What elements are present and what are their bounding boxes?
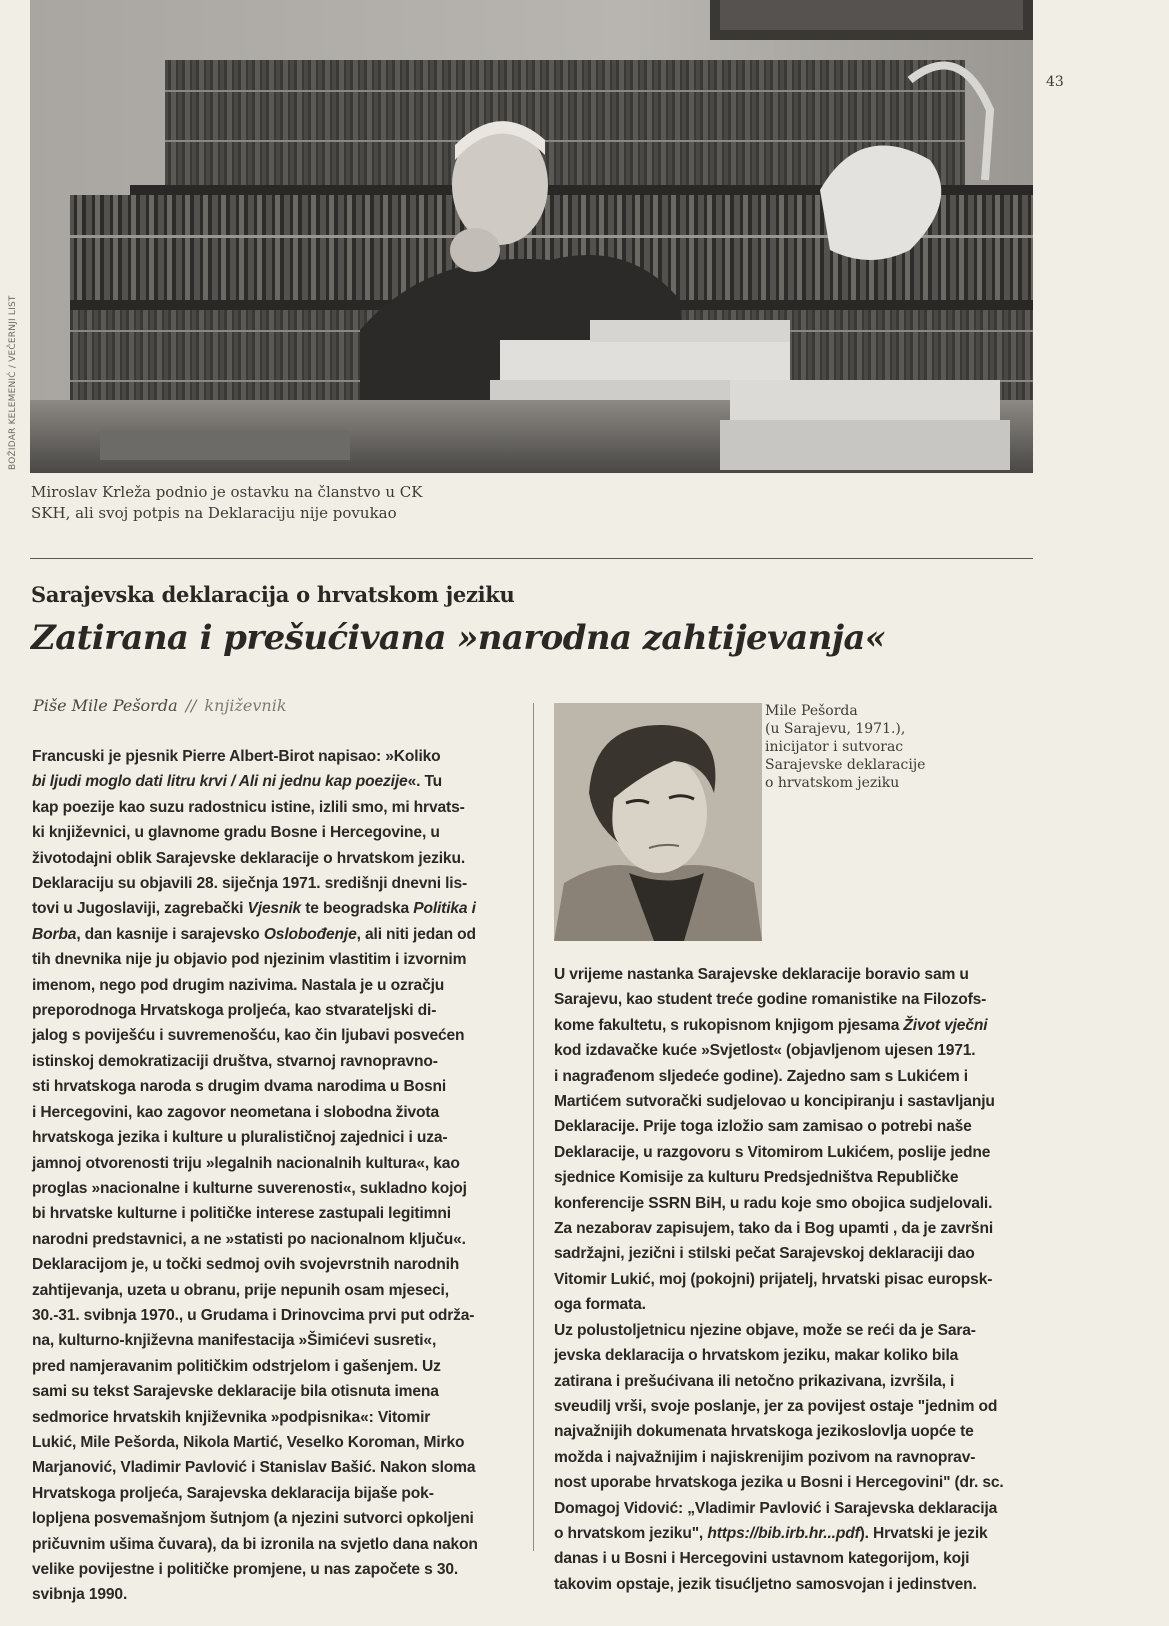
text-run: pred namjeravanim političkim odstrjelom i gašenjem. Uz [32, 1357, 441, 1375]
text-run: velike povijestne i političke promjene, u nas započete s 30. [32, 1561, 459, 1578]
text-run: Domagoj Vidović: „Vladimir Pavlović i Sarajevska deklaracija [554, 1499, 998, 1517]
body-text-line [32, 1379, 522, 1404]
text-run: možda i najvažnijim i najiskrenijim pozivom na ravnoprav- [554, 1448, 976, 1466]
text-run: Deklaracije. Prije toga izložio sam zamisao o potrebi naše [554, 1118, 972, 1136]
text-run: kod izdavačke kuće »Svjetlost« (objavljenom ujesen 1971. [554, 1042, 976, 1060]
portrait-caption-line: Mile Pešorda [765, 703, 858, 719]
text-run: , dan kasnije i sarajevsko [76, 925, 264, 943]
body-text-line [554, 962, 1024, 987]
body-text-line [554, 1343, 1024, 1368]
body-text-line [554, 1089, 1024, 1114]
body-text-line [554, 1064, 1024, 1089]
body-text-line [32, 1455, 522, 1480]
text-run: «. Tu [407, 773, 443, 791]
body-text-line [554, 1038, 1024, 1063]
column-divider [533, 703, 534, 1551]
photo-caption-line: SKH, ali svoj potpis na Deklaraciju nije povukao [31, 504, 397, 522]
byline-separator: // [185, 696, 197, 715]
text-run: na, kulturno-književna manifestacija »Šimićevi susreti«, [32, 1332, 437, 1350]
text-run: jamnoj otvorenosti triju »legalnih nacionalnih kultura«, kao [32, 1154, 460, 1172]
text-run: Za nezaborav zapisujem, tako da i Bog upamti , da je završni [554, 1220, 994, 1238]
byline-role: književnik [204, 696, 287, 715]
body-text-line [554, 1114, 1024, 1139]
body-text-line [554, 1445, 1024, 1470]
text-run: te beogradska [301, 900, 414, 918]
italic-text-run: bi ljudi moglo dati litru krvi / Ali ni jednu kap poezije [32, 773, 408, 791]
body-text-line [32, 1176, 522, 1201]
text-run: Deklaracijom je, u točki sedmoj ovih svojevrstnih narodnih [32, 1256, 460, 1274]
right-column-body [554, 962, 1024, 1597]
body-text-line [32, 973, 522, 998]
body-text-line [32, 820, 522, 845]
text-run: Martićem sutvorački sudjelovao u koncipiranju i sastavljanju [554, 1093, 995, 1111]
text-run: jevska deklaracija o hrvatskom jeziku, makar koliko bila [554, 1347, 959, 1365]
text-run: preporodnoga Hrvatskoga proljeća, kao stvarateljski di- [32, 1002, 437, 1020]
text-run: tovi u Jugoslaviji, zagrebački [32, 900, 248, 918]
text-run: zatirana i prešućivana ili netočno prikazivana, izvršila, i [554, 1372, 955, 1390]
body-text-line [32, 1227, 522, 1252]
text-run: svibnja 1990. [32, 1586, 128, 1604]
body-text-line [32, 1049, 522, 1074]
text-run: životodajni oblik Sarajevske deklaracije o hrvatskom jeziku. [32, 849, 466, 867]
body-text-line [32, 1201, 522, 1226]
text-run: ). Hrvatski je jezik [859, 1524, 988, 1542]
body-text-line [32, 1582, 522, 1607]
text-run: kome fakultetu, s rukopisnom knjigom pjesama [554, 1016, 904, 1034]
text-run: lopljena posvemašnjom šutnjom (a njezini sutvorci opkoljeni [32, 1510, 474, 1528]
text-run: 30.-31. svibnja 1970., u Grudama i Drinovcima prvi put održa- [32, 1306, 475, 1324]
text-run: imenom, nego pod drugim nazivima. Nastala je u ozračju [32, 976, 445, 994]
text-run: hrvatskoga jezika i kulture u pluralističnoj zajednici i uza- [32, 1129, 448, 1147]
italic-text-run: Oslobođenje [263, 925, 357, 943]
text-run: proglas »nacionalne i kulturne suverenosti«, sukladno kojoj [32, 1179, 467, 1197]
body-text-line [554, 1546, 1024, 1571]
body-text-line [554, 1140, 1024, 1165]
article-headline: Zatirana i prešućivana »narodna zahtijevanja« [31, 618, 886, 658]
body-text-line [32, 1354, 522, 1379]
portrait-caption-line: (u Sarajevu, 1971.), [765, 721, 906, 737]
text-run: U vrijeme nastanka Sarajevske deklaracije boravio sam u [554, 966, 969, 983]
body-text-line [554, 1216, 1024, 1241]
text-run: sveudilj vrši, svoje poslanje, jer za povijest ostaje "jednim od [554, 1397, 998, 1415]
horizontal-divider [30, 558, 1033, 559]
body-text-line [554, 1013, 1024, 1038]
body-text-line [32, 1506, 522, 1531]
body-text-line [32, 846, 522, 871]
pesorda-portrait-illustration [554, 703, 762, 941]
body-text-line [554, 1318, 1024, 1343]
text-run: Uz polustoljetnicu njezine objave, može se reći da je Sara- [554, 1321, 976, 1339]
page-number: 43 [1046, 74, 1064, 90]
body-text-line [32, 1430, 522, 1455]
portrait-photo [554, 703, 762, 941]
body-text-line [32, 1532, 522, 1557]
text-run: Sarajevu, kao student treće godine romanistike na Filozofs- [554, 991, 987, 1009]
body-text-line [32, 1125, 522, 1150]
text-run: tih dnevnika nije ju objavio pod njezinim vlastitim i izvornim [32, 951, 467, 969]
body-text-line [32, 1328, 522, 1353]
text-run: Vitomir Lukić, moj (pokojni) prijatelj, hrvatski pisac europsk- [554, 1270, 993, 1288]
italic-text-run: Vjesnik [247, 900, 302, 918]
krleza-photo-illustration [30, 0, 1033, 473]
text-run: Marjanović, Vladimir Pavlović i Stanislav Bašić. Nakon sloma [32, 1459, 476, 1477]
body-text-line [32, 1278, 522, 1303]
body-text-line [554, 1241, 1024, 1266]
italic-text-run: Politika i [413, 900, 476, 918]
photo-caption-line: Miroslav Krleža podnio je ostavku na članstvo u CK [31, 483, 423, 501]
body-text-line [554, 1394, 1024, 1419]
body-text-line [32, 998, 522, 1023]
byline-author: Piše Mile Pešorda [33, 696, 178, 715]
body-text-line [554, 1292, 1024, 1317]
text-run: Hrvatskoga proljeća, Sarajevska deklaracija bijaše pok- [32, 1484, 434, 1502]
body-text-line [554, 1496, 1024, 1521]
text-run: i nagrađenom sljedeće godine). Zajedno sam s Lukićem i [554, 1067, 968, 1085]
photo-credit: BOŽIDAR KELEMENIĆ / VEČERNJI LIST [8, 295, 18, 470]
italic-text-run: https://bib.irb.hr...pdf [707, 1524, 860, 1542]
body-text-line [32, 744, 522, 769]
text-run: Deklaracije, u razgovoru s Vitomirom Lukićem, poslije jedne [554, 1143, 991, 1161]
body-text-line [32, 871, 522, 896]
body-text-line [554, 1191, 1024, 1216]
text-run: jalog s poviješću i suvremenošću, kao čin ljubavi posvećen [32, 1027, 465, 1045]
text-run: kap poezije kao suzu radostnicu istine, izlili smo, mi hrvats- [32, 798, 465, 816]
body-text-line [32, 947, 522, 972]
body-text-line [32, 896, 522, 921]
text-run: , ali niti jedan od [356, 925, 476, 943]
byline [33, 696, 287, 715]
italic-text-run: Život vječni [903, 1016, 988, 1034]
body-text-line [32, 922, 522, 947]
body-text-line [32, 795, 522, 820]
text-run: Francuski je pjesnik Pierre Albert-Birot napisao: »Koliko [32, 748, 441, 765]
text-run: zahtijevanja, uzeta u obranu, prije nepunih osam mjeseci, [32, 1281, 449, 1299]
text-run: ki književnici, u glavnome gradu Bosne i Hercegovine, u [32, 824, 440, 842]
text-run: sjednice Komisije za kulturu Predsjedništva Republičke [554, 1169, 959, 1187]
body-text-line [554, 1470, 1024, 1495]
italic-text-run: Borba [32, 925, 77, 943]
body-text-line [32, 1074, 522, 1099]
body-text-line [554, 987, 1024, 1012]
text-run: sadržajni, jezični i stilski pečat Sarajevskoj deklaraciji dao [554, 1245, 975, 1263]
body-text-line [32, 1557, 522, 1582]
body-text-line [554, 1419, 1024, 1444]
text-run: i Hercegovini, kao zagovor neometana i slobodna života [32, 1103, 439, 1121]
text-run: Deklaraciju su objavili 28. siječnja 1971. središnji dnevni lis- [32, 875, 468, 893]
text-run: nost uporabe hrvatskoga jezika u Bosni i Hercegovini" (dr. sc. [554, 1474, 1004, 1492]
body-text-line [32, 1100, 522, 1125]
body-text-line [554, 1267, 1024, 1292]
portrait-caption-line: Sarajevske deklaracije [765, 757, 926, 773]
left-column-body [32, 744, 522, 1608]
portrait-caption-line: inicijator i sutvorac [765, 739, 904, 755]
body-text-line [554, 1165, 1024, 1190]
main-photo [30, 0, 1033, 473]
text-run: narodni predstavnici, a ne »statisti po nacionalnom ključu«. [32, 1230, 466, 1248]
body-text-line [32, 1023, 522, 1048]
text-run: danas i u Bosni i Hercegovini ustavnom kategorijom, koji [554, 1550, 970, 1568]
body-text-line [554, 1369, 1024, 1394]
text-run: sti hrvatskoga naroda s drugim dvama narodima u Bosni [32, 1078, 447, 1096]
body-text-line [32, 1481, 522, 1506]
body-text-line [32, 1405, 522, 1430]
body-text-line [32, 769, 522, 794]
body-text-line [32, 1151, 522, 1176]
text-run: sami su tekst Sarajevske deklaracije bila otisnuta imena [32, 1383, 439, 1401]
text-run: konferencije SSRN BiH, u radu koje smo obojica sudjelovali. [554, 1194, 993, 1212]
text-run: istinskoj demokratizaciji društva, stvarnoj ravnopravno- [32, 1052, 438, 1070]
body-text-line [32, 1303, 522, 1328]
text-run: Lukić, Mile Pešorda, Nikola Martić, Veselko Koroman, Mirko [32, 1433, 465, 1451]
text-run: najvažnijih dokumenata hrvatskoga jezikoslovlja uopće te [554, 1423, 974, 1441]
article-kicker: Sarajevska deklaracija o hrvatskom jeziku [31, 582, 515, 607]
text-run: o hrvatskom jeziku", [554, 1524, 708, 1542]
text-run: sedmorice hrvatskih književnika »podpisnika«: Vitomir [32, 1408, 431, 1426]
text-run: pričuvnim ušima čuvara), da bi izronila na svjetlo dana nakon [32, 1535, 478, 1553]
body-text-line [554, 1572, 1024, 1597]
body-text-line [554, 1521, 1024, 1546]
portrait-caption-line: o hrvatskom jeziku [765, 775, 900, 791]
text-run: bi hrvatske kulturne i političke interese zastupali legitimni [32, 1205, 451, 1223]
text-run: oga formata. [554, 1296, 646, 1314]
text-run: takovim opstaje, jezik tisućljetno samosvojan i jedinstven. [554, 1575, 977, 1593]
portrait-caption [765, 702, 965, 792]
body-text-line [32, 1252, 522, 1277]
photo-caption [31, 482, 551, 524]
